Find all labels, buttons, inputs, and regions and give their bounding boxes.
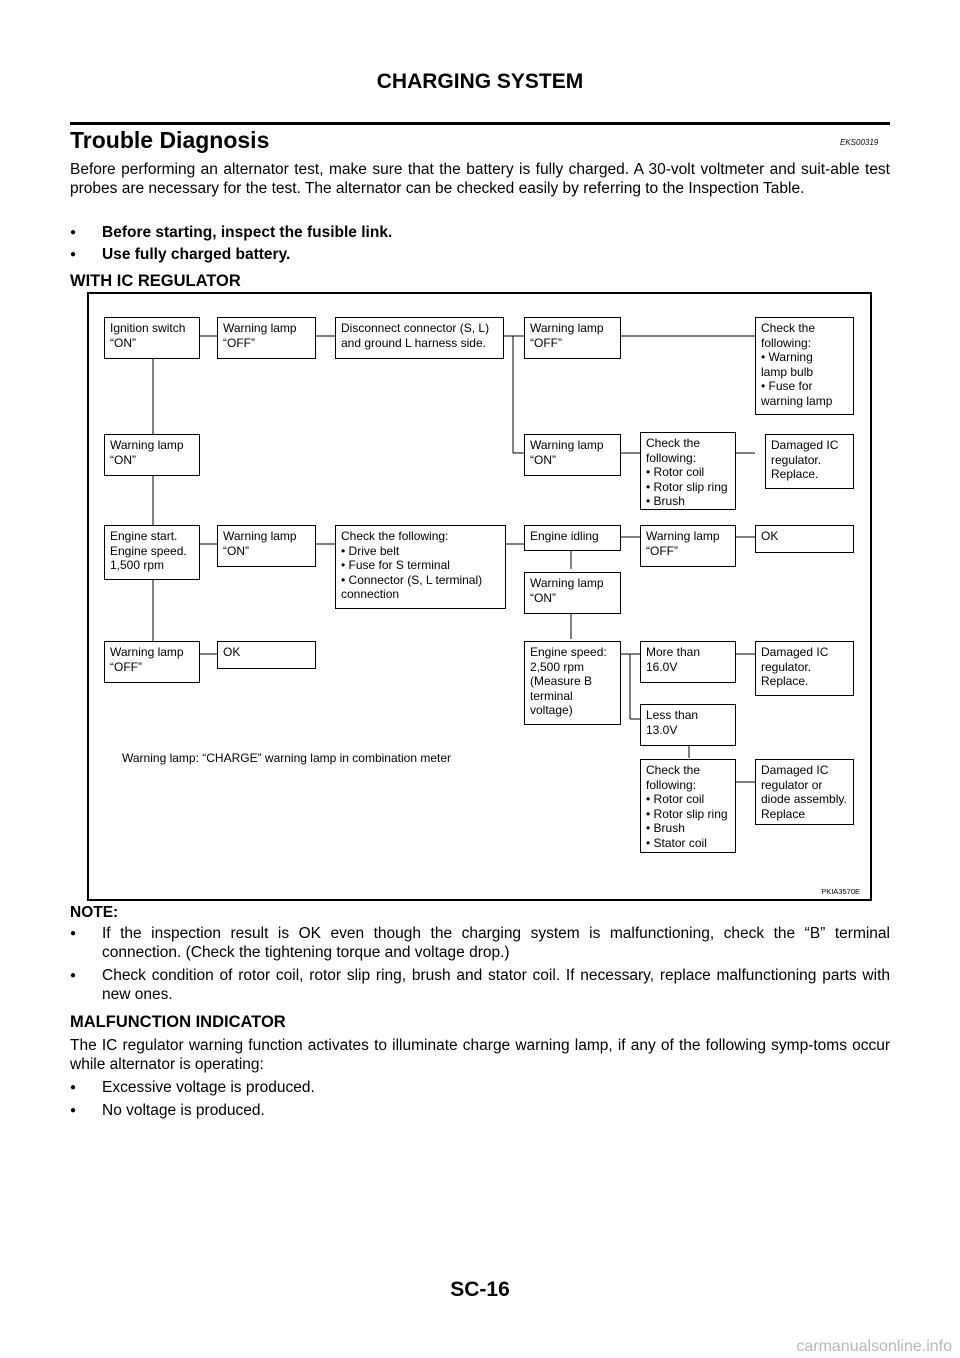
bullet-icon: ● [70, 249, 77, 260]
box-warning-lamp-on-1: Warning lamp “ON” [104, 434, 200, 476]
flowchart-diagram [87, 292, 872, 901]
note-text: Check condition of rotor coil, rotor slip ring, brush and stator coil. If necessary, replace malfunctioning parts with new ones. [102, 967, 890, 1003]
note-bullet-2 [70, 966, 890, 1004]
malfunction-paragraph: The IC regulator warning function activates to illuminate charge warning lamp, if any of the following symp-toms occur while alternator is operating: [70, 1037, 890, 1073]
page-header: CHARGING SYSTEM [376, 70, 584, 93]
malfunction-bullet-2 [70, 1101, 890, 1120]
malfunction-text: No voltage is produced. [102, 1102, 265, 1119]
diagram-legend: Warning lamp: “CHARGE” warning lamp in combination meter [122, 751, 452, 765]
box-warning-lamp-off-2: Warning lamp “OFF” [524, 317, 621, 359]
top-bullet-1 [70, 223, 890, 242]
subhead-malfunction: MALFUNCTION INDICATOR [70, 1013, 286, 1031]
box-warning-lamp-off-1: Warning lamp “OFF” [217, 317, 316, 359]
header-rule [70, 122, 890, 125]
box-damaged-ic-2: Damaged IC regulator. Replace. [755, 641, 854, 696]
note-bullet-1 [70, 924, 890, 962]
box-disconnect-connector: Disconnect connector (S, L) and ground L harness side. [335, 317, 504, 359]
watermark: carmanualsonline.info [796, 1338, 952, 1355]
malfunction-bullet-1 [70, 1078, 890, 1097]
note-label: NOTE: [70, 904, 119, 921]
top-bullet-text: Before starting, inspect the fusible link. [102, 224, 393, 241]
box-damaged-ic-3: Damaged IC regulator or diode assembly. Replace [755, 759, 854, 825]
box-ignition-on: Ignition switch “ON” [104, 317, 200, 359]
box-damaged-ic-1: Damaged IC regulator. Replace. [765, 434, 854, 489]
box-ok-2: OK [217, 641, 316, 669]
box-warning-lamp-on-4: Warning lamp “ON” [524, 572, 621, 614]
box-check-rotor-2: Check the following: • Rotor coil • Rotor slip ring • Brush • Stator coil [640, 759, 736, 853]
top-bullet-text: Use fully charged battery. [102, 246, 291, 263]
box-warning-lamp-off-3: Warning lamp “OFF” [640, 525, 736, 567]
box-check-warning-bulb: Check the following: • Warning lamp bulb • Fuse for warning lamp [755, 317, 854, 415]
box-less-than-13v: Less than 13.0V [640, 704, 736, 746]
bullet-icon: ● [70, 928, 77, 939]
box-warning-lamp-off-4: Warning lamp “OFF” [104, 641, 200, 683]
note-text: If the inspection result is OK even though the charging system is malfunctioning, check the “B” terminal connection. (Check the tightening torque and voltage drop.) [102, 925, 890, 961]
box-engine-speed: Engine speed: 2,500 rpm (Measure B terminal voltage) [524, 641, 621, 725]
box-check-rotor-1: Check the following: • Rotor coil • Rotor slip ring • Brush [640, 432, 736, 510]
box-engine-start: Engine start. Engine speed. 1,500 rpm [104, 525, 200, 580]
page-number: SC-16 [450, 1278, 510, 1301]
section-code: EKS00319 [840, 138, 879, 147]
box-ok-1: OK [755, 525, 854, 553]
bullet-icon: ● [70, 970, 77, 981]
box-more-than-16v: More than 16.0V [640, 641, 736, 683]
box-warning-lamp-on-3: Warning lamp “ON” [217, 525, 316, 567]
top-bullet-2 [70, 245, 890, 264]
intro-paragraph: Before performing an alternator test, make sure that the battery is fully charged. A 30-volt voltmeter and suit-able test probes are necessary for the test. The alternator can be checked easily by referring to the Inspection Table. [70, 161, 890, 197]
bullet-icon: ● [70, 1082, 77, 1093]
box-engine-idling: Engine idling [524, 525, 621, 551]
subhead-ic-regulator: WITH IC REGULATOR [70, 272, 241, 290]
figure-code: PKIA3570E [821, 887, 860, 896]
section-title: Trouble Diagnosis [70, 127, 270, 153]
bullet-icon: ● [70, 227, 77, 238]
bullet-icon: ● [70, 1105, 77, 1116]
malfunction-text: Excessive voltage is produced. [102, 1079, 315, 1096]
box-warning-lamp-on-2: Warning lamp “ON” [524, 434, 621, 476]
box-check-drive-belt: Check the following: • Drive belt • Fuse for S terminal • Connector (S, L terminal) connection [335, 525, 506, 609]
